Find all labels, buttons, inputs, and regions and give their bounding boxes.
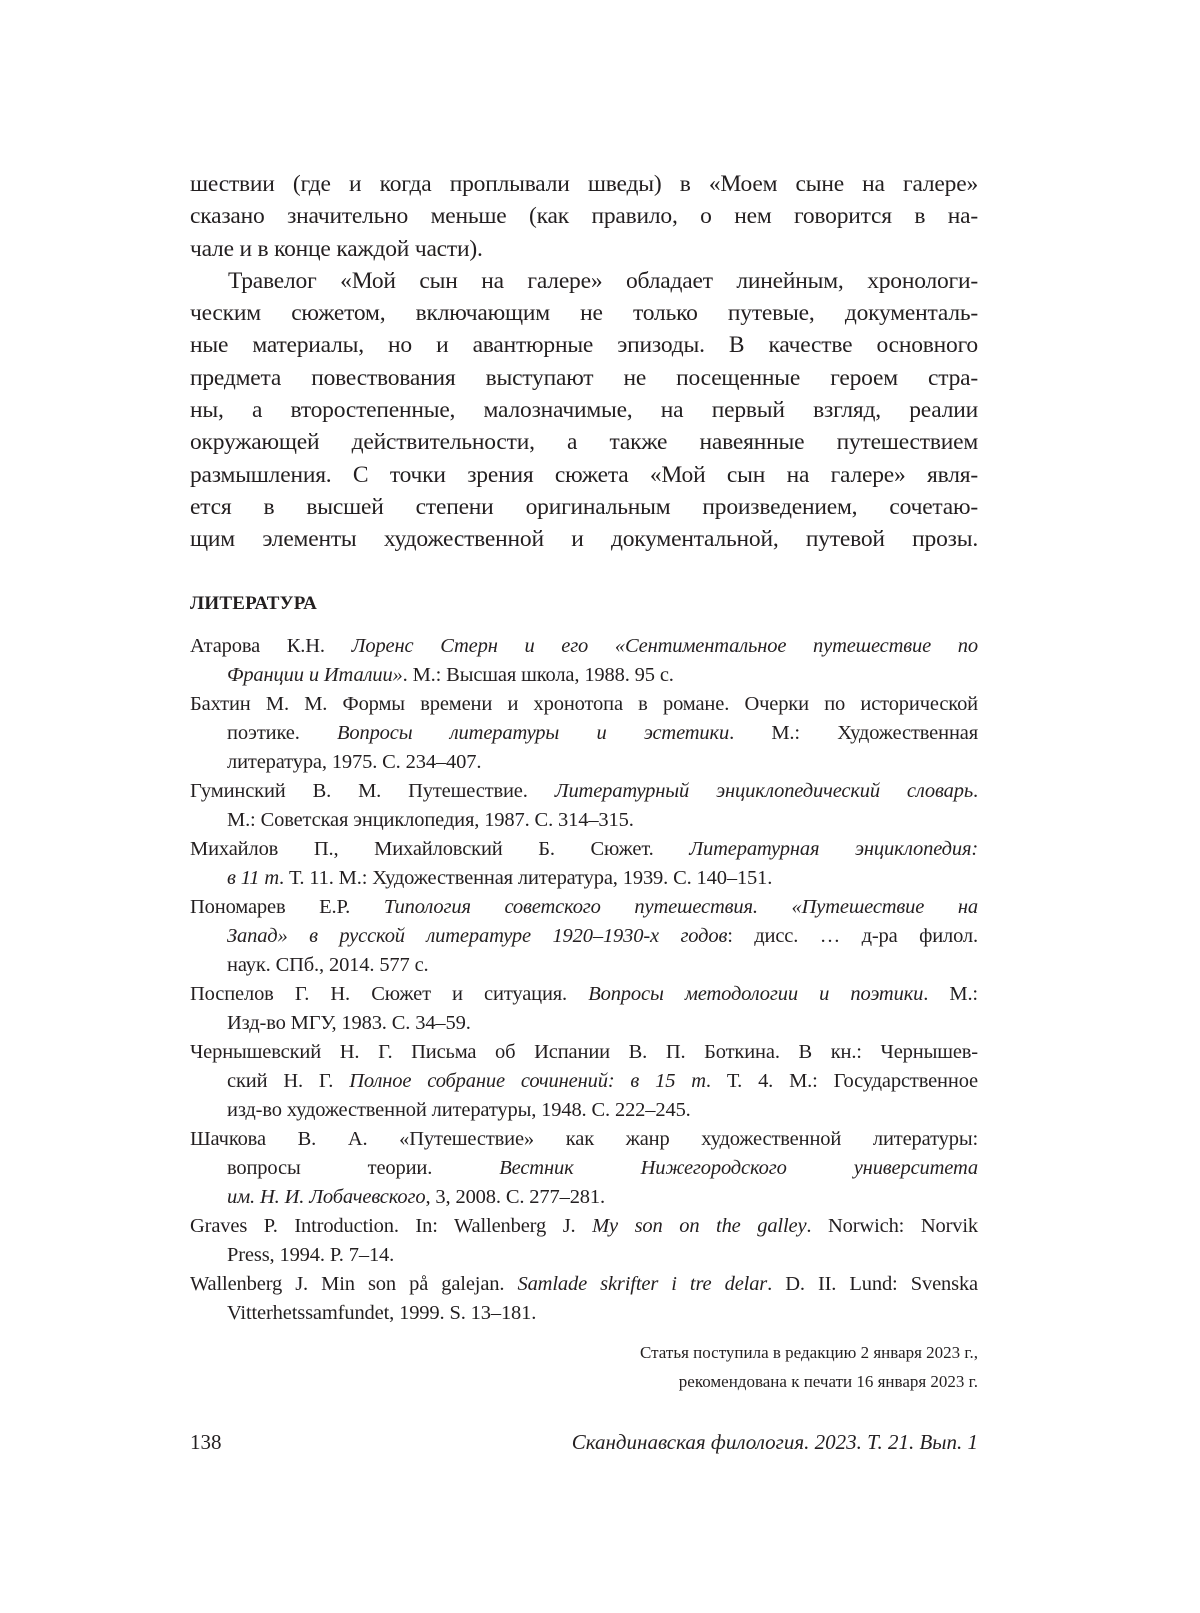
reference-line (190, 777, 978, 806)
reference-title-italic: Литературный энциклопедический словарь (554, 780, 974, 802)
reference-title-italic: Лоренс Стерн и его «Сентиментальное путешествие по (351, 635, 978, 657)
text-line: ческим сюжетом, включающим не только путевые, документаль- (190, 300, 978, 327)
reference-text: Поспелов Г. Н. Сюжет и ситуация. (190, 983, 589, 1005)
reference-line (190, 632, 978, 661)
reference-text: , 3, 2008. С. 277–281. (425, 1186, 605, 1208)
references-heading: ЛИТЕРАТУРА (190, 593, 318, 614)
reference-text: Шачкова В. А. «Путешествие» как жанр художественной литературы: (190, 1128, 978, 1150)
reference-entry (190, 777, 978, 835)
submission-note (640, 1338, 978, 1396)
reference-line (190, 719, 978, 748)
reference-line (190, 1241, 978, 1270)
reference-line (190, 748, 978, 777)
reference-text: . М.: Высшая школа, 1988. 95 с. (402, 664, 674, 686)
reference-line (190, 1270, 978, 1299)
reference-line (190, 690, 978, 719)
reference-entry (190, 1038, 978, 1125)
reference-line (190, 980, 978, 1009)
reference-line (190, 1183, 978, 1212)
reference-line (190, 922, 978, 951)
submission-note-line: Статья поступила в редакцию 2 января 2023 г., (640, 1343, 978, 1362)
reference-line (190, 864, 978, 893)
text-line: ные материалы, но и авантюрные эпизоды. В качестве основного (190, 332, 978, 359)
reference-text: . М.: Художественная (729, 722, 978, 744)
reference-entry (190, 835, 978, 893)
reference-entry (190, 893, 978, 980)
text-line: ется в высшей степени оригинальным произведением, сочетаю- (190, 493, 978, 520)
reference-line (190, 1125, 978, 1154)
reference-text: Wallenberg J. Min son på galejan. (190, 1273, 518, 1295)
article-body (190, 168, 978, 556)
reference-title-italic: Вопросы литературы и эстетики (337, 722, 730, 744)
reference-line (190, 1212, 978, 1241)
text-line: щим элементы художественной и документальной, путевой прозы. (190, 526, 978, 553)
text-line: чале и в конце каждой части). (190, 235, 483, 262)
paragraph (190, 168, 978, 265)
reference-text: ский Н. Г. (227, 1070, 350, 1092)
reference-line (190, 1299, 978, 1328)
reference-title-italic: Литературная энциклопедия: (689, 838, 979, 860)
reference-text: Гуминский В. М. Путешествие. (190, 780, 555, 802)
reference-entry (190, 632, 978, 690)
reference-title-italic: My son on the galley (592, 1215, 807, 1237)
reference-text: вопросы теории. (227, 1157, 500, 1179)
reference-title-italic: в 11 т (227, 867, 280, 889)
page-number: 138 (190, 1430, 222, 1454)
reference-title-italic: Типология советского путешествия. «Путешествие на (383, 896, 978, 918)
reference-text: Михайлов П., Михайловский Б. Сюжет. (190, 838, 690, 860)
reference-entry (190, 980, 978, 1038)
references-list (190, 632, 978, 1328)
reference-line (190, 1154, 978, 1183)
reference-text: М.: Советская энциклопедия, 1987. С. 314–315. (227, 809, 634, 831)
reference-text: . (973, 780, 978, 802)
reference-text: . Т. 4. М.: Государственное (705, 1070, 978, 1092)
reference-line (190, 893, 978, 922)
reference-title-italic: Полное собрание сочинений: в 15 т (349, 1070, 706, 1092)
reference-title-italic: Запад» в русской литературе 1920–1930-х годов (227, 925, 728, 947)
text-line: Травелог «Мой сын на галере» обладает линейным, хронологи- (228, 267, 978, 294)
reference-line (190, 661, 978, 690)
text-line: окружающей действительности, а также навеянные путешествием (190, 429, 978, 456)
reference-text: Чернышевский Н. Г. Письма об Испании В. П. Боткина. В кн.: Чернышев- (190, 1041, 978, 1063)
reference-title-italic: Вестник Нижегородского университета (499, 1157, 978, 1179)
reference-line (190, 806, 978, 835)
reference-text: поэтике. (227, 722, 337, 744)
paragraph (190, 265, 978, 556)
reference-text: . D. II. Lund: Svenska (767, 1273, 978, 1295)
text-line: размышления. С точки зрения сюжета «Мой сын на галере» явля- (190, 461, 978, 488)
text-line: ны, а второстепенные, малозначимые, на первый взгляд, реалии (190, 397, 978, 424)
reference-text: литература, 1975. С. 234–407. (227, 751, 482, 773)
text-line: предмета повествования выступают не посещенные героем стра- (190, 364, 978, 391)
reference-text: Изд-во МГУ, 1983. С. 34–59. (227, 1012, 471, 1034)
page-footer (190, 1430, 978, 1455)
reference-line (190, 1009, 978, 1038)
text-line: шествии (где и когда проплывали шведы) в «Моем сыне на галере» (190, 171, 978, 197)
reference-text: Graves P. Introduction. In: Wallenberg J. (190, 1215, 593, 1237)
reference-title-italic: Samlade skrifter i tre delar (517, 1273, 768, 1295)
reference-text: . Т. 11. М.: Художественная литература, 1939. С. 140–151. (279, 867, 773, 889)
reference-line (190, 1067, 978, 1096)
reference-text: Бахтин М. М. Формы времени и хронотопа в романе. Очерки по исторической (190, 693, 978, 715)
reference-line (190, 1096, 978, 1125)
reference-entry (190, 1270, 978, 1328)
reference-entry (190, 1125, 978, 1212)
reference-text: Пономарев Е.Р. (190, 896, 384, 918)
reference-text: изд-во художественной литературы, 1948. С. 222–245. (227, 1099, 691, 1121)
reference-title-italic: им. Н. И. Лобачевского (227, 1186, 426, 1208)
reference-text: наук. СПб., 2014. 577 с. (227, 954, 429, 976)
reference-text: Press, 1994. P. 7–14. (227, 1244, 395, 1266)
reference-line (190, 951, 978, 980)
reference-title-italic: Франции и Италии» (227, 664, 403, 686)
reference-title-italic: Вопросы методологии и поэтики (588, 983, 924, 1005)
reference-text: : дисс. … д-ра филол. (727, 925, 978, 947)
reference-text: Атарова К.Н. (190, 635, 352, 657)
reference-line (190, 835, 978, 864)
text-line: сказано значительно меньше (как правило, о нем говорится в на- (190, 203, 978, 230)
reference-entry (190, 1212, 978, 1270)
reference-text: . Norwich: Norvik (806, 1215, 979, 1237)
journal-title: Скандинавская филология. 2023. Т. 21. Вып. 1 (571, 1430, 978, 1454)
reference-line (190, 1038, 978, 1067)
reference-text: Vitterhetssamfundet, 1999. S. 13–181. (227, 1302, 537, 1324)
submission-note-line: рекомендована к печати 16 января 2023 г. (678, 1372, 978, 1391)
reference-text: . М.: (923, 983, 978, 1005)
reference-entry (190, 690, 978, 777)
